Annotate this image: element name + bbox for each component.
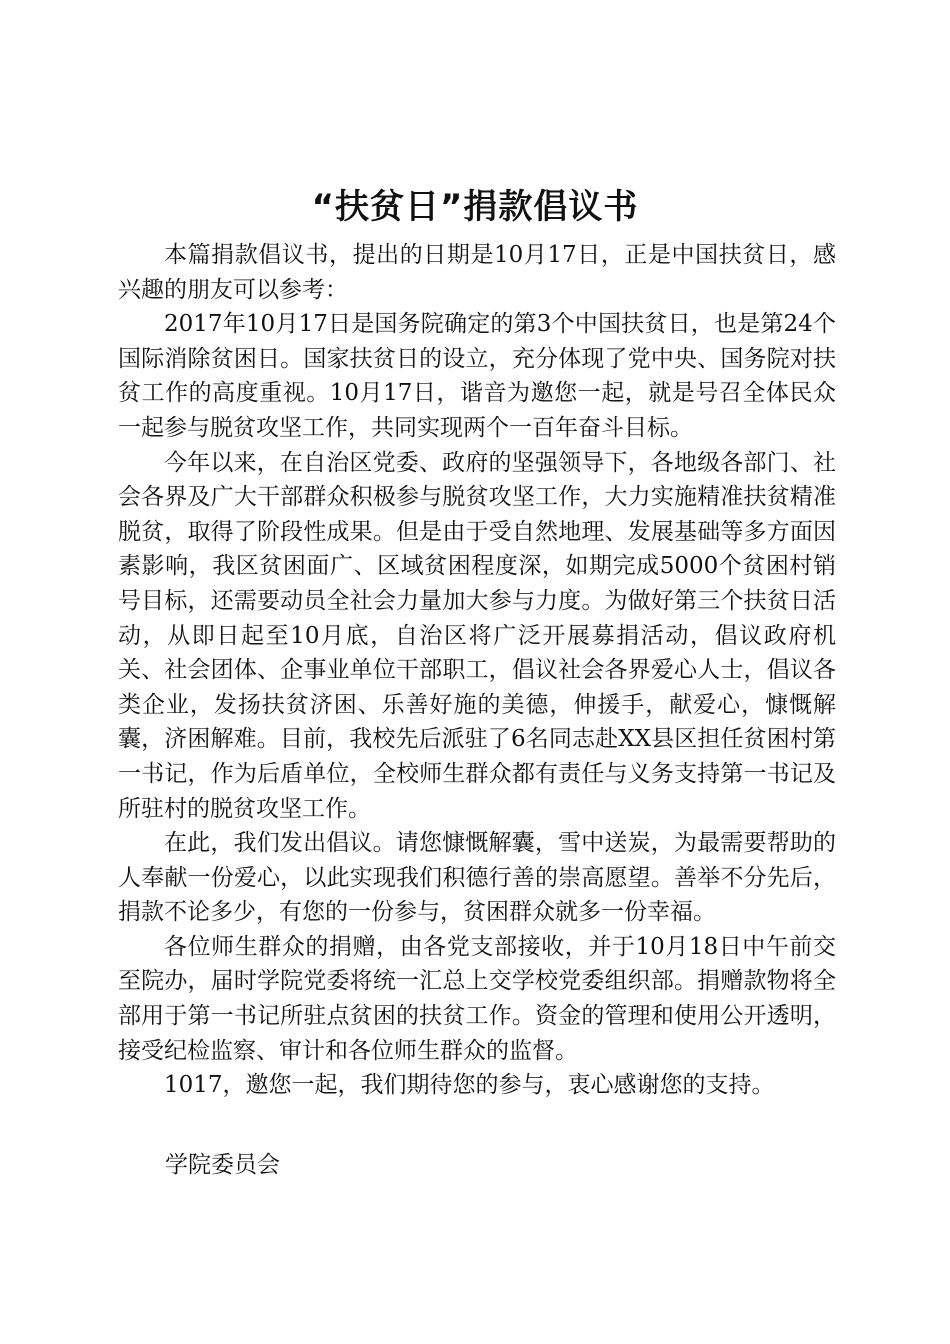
paragraph-closing: 1017，邀您一起，我们期待您的参与，衷心感谢您的支持。 (164, 1072, 775, 1099)
paragraph-intro: 本篇捐款倡议书，提出的日期是10月17日，正是中国扶贫日，感兴趣的朋友可以参考： (118, 242, 836, 303)
document-body (118, 238, 836, 1103)
document-title: “扶贫日”捐款倡议书 (311, 187, 639, 227)
paragraph-donation-handling: 各位师生群众的捐赠，由各党支部接收，并于10月18日中午前交至院办，届时学院党委将统一汇总上交学校党委组织部。捐赠款物将全部用于第一书记所驻点贫困的扶贫工作。资金的管理和使用公开透明，接受纪检监察、审计和各位师生群众的监督。 (118, 933, 836, 1064)
paragraph-poverty-day: 2017年10月17日是国务院确定的第3个中国扶贫日，也是第24个国际消除贫困日。国家扶贫日的设立，充分体现了党中央、国务院对扶贫工作的高度重视。10月17日，谐音为邀您一起，就是号召全体民众一起参与脱贫攻坚工作，共同实现两个一百年奋斗目标。 (118, 311, 836, 441)
signature: 学院委员会 (165, 1152, 280, 1178)
paragraph-appeal: 在此，我们发出倡议。请您慷慨解囊，雪中送炭，为最需要帮助的人奉献一份爱心，以此实现我们积德行善的崇高愿望。善举不分先后，捐款不论多少，有您的一份参与，贫困群众就多一份幸福。 (118, 830, 836, 926)
paragraph-progress: 今年以来，在自治区党委、政府的坚强领导下，各地级各部门、社会各界及广大干部群众积极参与脱贫攻坚工作，大力实施精准扶贫精准脱贫，取得了阶段性成果。但是由于受自然地理、发展基础等多方面因素影响，我区贫困面广、区域贫困程度深，如期完成5000个贫困村销号目标，还需要动员全社会力量加大参与力度。为做好第三个扶贫日活动，从即日起至10月底，自治区将广泛开展募捐活动，倡议政府机关、社会团体、企事业单位干部职工，倡议社会各界爱心人士，倡议各类企业，发扬扶贫济困、乐善好施的美德，伸援手，献爱心，慷慨解囊，济困解难。目前，我校先后派驻了6名同志赴XX县区担任贫困村第一书记，作为后盾单位，全校师生群众都有责任与义务支持第一书记及所驻村的脱贫攻坚工作。 (118, 449, 836, 822)
